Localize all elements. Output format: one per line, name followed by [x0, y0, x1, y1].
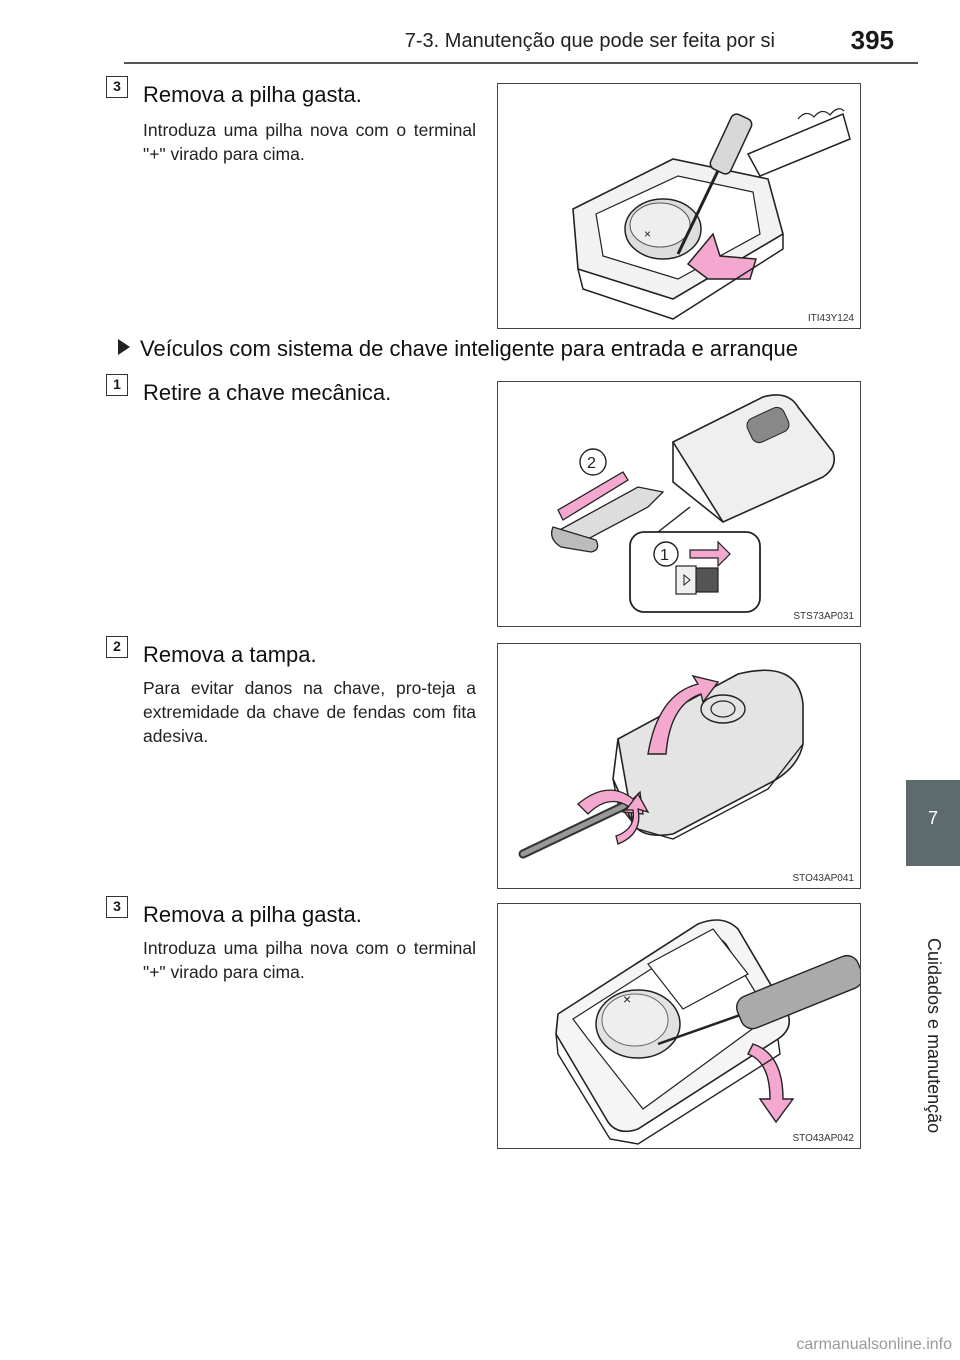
figure-remove-mechanical-key [497, 381, 861, 627]
triangle-bullet-icon [118, 339, 130, 355]
figure-remove-cover [497, 643, 861, 889]
figure-code: STS73AP031 [793, 611, 854, 622]
step-text: Para evitar danos na chave, pro-teja a extremidade da chave de fendas com fita adesiva. [143, 678, 476, 746]
page-header [0, 22, 960, 62]
section-heading-text: Veículos com sistema de chave inteligente para entrada e arranque [140, 336, 798, 361]
smart-key-battery-illustration [498, 904, 861, 1149]
step-title: Retire a chave mecânica. [143, 380, 392, 405]
chapter-label: Cuidados e manutenção [924, 938, 944, 1134]
section-heading [118, 336, 798, 362]
step-number-badge: 3 [106, 896, 128, 918]
step-number-badge: 3 [106, 76, 128, 98]
step-title: Remova a tampa. [143, 642, 317, 667]
page-number: 395 [850, 25, 894, 55]
svg-text:×: × [623, 991, 632, 1007]
step-number-badge: 1 [106, 374, 128, 396]
step-title: Remova a pilha gasta. [143, 902, 362, 927]
svg-text:×: × [644, 227, 652, 241]
figure-code: STO43AP041 [792, 873, 854, 884]
header-rule [124, 62, 918, 64]
step-text: Introduza uma pilha nova com o terminal "+" virado para cima. [143, 120, 476, 164]
figure-code: ITI43Y124 [807, 313, 854, 324]
key-battery-illustration [498, 84, 861, 329]
chapter-tab[interactable]: 7 [906, 780, 960, 866]
callout-1: 1 [660, 547, 669, 564]
header-title: 7-3. Manutenção que pode ser feita por si [404, 30, 775, 52]
key-cover-illustration [498, 644, 861, 889]
figure-code: STO43AP042 [792, 1133, 854, 1144]
step-text: Introduza uma pilha nova com o terminal "+" virado para cima. [143, 938, 476, 982]
figure-battery-key [497, 83, 861, 329]
watermark-text: carmanualsonline.info [796, 1336, 952, 1353]
callout-2: 2 [587, 455, 596, 472]
figure-smart-key-battery [497, 903, 861, 1149]
step-number-badge: 2 [106, 636, 128, 658]
step-title: Remova a pilha gasta. [143, 82, 362, 107]
smart-key-illustration [498, 382, 861, 627]
